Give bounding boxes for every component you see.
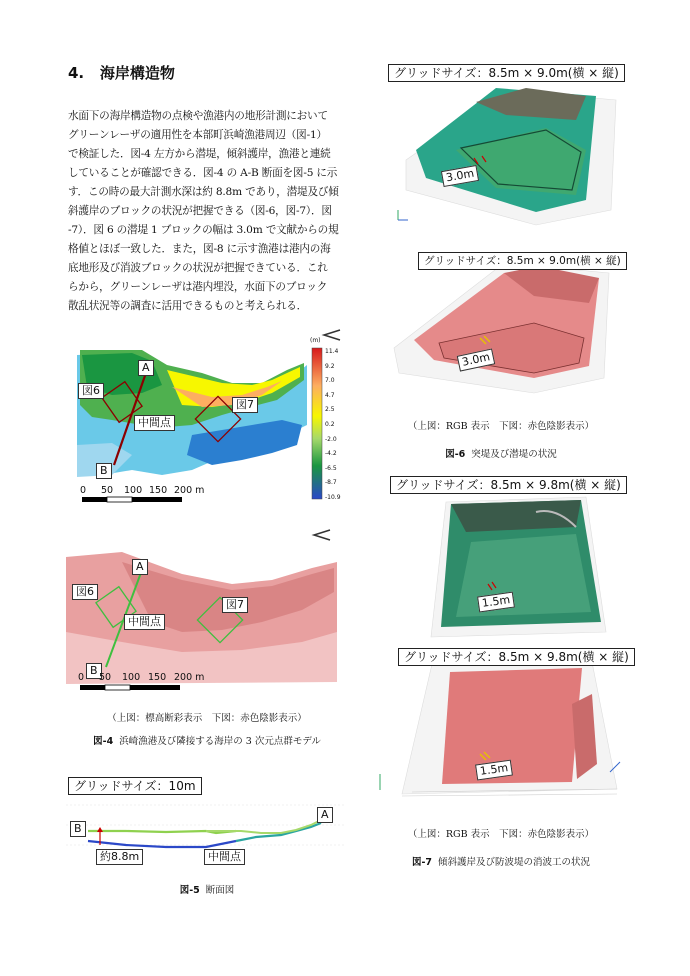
label-a-bottom: A [132,559,148,575]
fig6-bottom-grid-label: グリッドサイズ：8.5m × 9.0m(横 × 縦) [418,252,627,270]
fig4-elevation-map [72,325,352,515]
label-b-top: B [96,463,112,479]
fig7-bottom-width-label: 1.5m [475,760,513,781]
fig7-relief-view [372,644,628,802]
fig7-label-bottom: 図7 [222,597,248,613]
elevation-map-graphic [72,325,352,515]
fig7-subcaption: （上図：RGB 表示 下図：赤色陰影表示） [407,829,595,840]
fig7-rgb-view [386,472,621,642]
legend-tick: -4.2 [325,450,337,458]
fig4-subcaption: （上図：標高断彩表示 下図：赤色陰影表示） [107,713,307,724]
fig6-subcaption: （上図：RGB 表示 下図：赤色陰影表示） [407,421,595,432]
fig7-rgb-graphic [386,472,618,642]
scale-tick: 200 m [174,672,205,683]
north-arrow-icon [314,530,330,540]
legend-tick: 11.4 [325,348,339,355]
scale-tick: 100 [124,485,143,496]
fig5-label-b: B [70,821,86,837]
section-heading [68,62,175,83]
legend-tick: -6.5 [325,464,337,472]
legend-tick: -8.7 [325,479,337,487]
fig6-rgb-graphic [386,60,618,230]
fig5-grid-label: グリッドサイズ：10m [68,777,202,795]
legend-unit: (m) [310,337,321,344]
fig7-caption [384,854,618,868]
legend-tick: 9.2 [325,362,335,370]
north-arrow-icon [324,330,340,340]
legend-ticks [325,345,353,505]
label-a-top: A [138,360,154,376]
legend-tick: 0.2 [325,420,335,428]
legend-tick: 4.7 [325,391,335,399]
fig6-bottom-width-label: 3.0m [457,348,496,371]
fig5-caption [62,882,352,896]
legend-tick: 7.0 [325,377,335,385]
fig5-depth-label: 約8.8m [96,849,143,865]
scale-tick: 0 [78,672,85,683]
fig6-rgb-view [386,60,618,230]
fig7-top-width-label: 1.5m [477,592,515,613]
fig4-caption [62,733,352,747]
fig7-relief-graphic [372,644,628,802]
fig7-top-grid-label: グリッドサイズ：8.5m × 9.8m(横 × 縦) [390,476,627,494]
legend-tick: -2.0 [325,435,337,443]
legend-tick: 2.5 [325,406,335,414]
section-title: 海岸構造物 [99,64,175,82]
scale-tick: 100 [122,672,141,683]
fig4-relief-map [62,522,352,704]
scale-tick: 200 m [174,485,205,496]
scale-tick: 50 [101,485,114,496]
fig7-label: 図-7 [411,857,432,868]
fig4-caption-text: 浜崎漁港及び隣接する海岸の 3 次元点群モデル [119,736,321,747]
fig7-label-top: 図7 [232,397,258,413]
body-paragraph: 水面下の海岸構造物の点検や漁港内の地形計測において グリーンレーザの適用性を本部町浜崎漁港周辺（図-1） で検証した．図-4 左方から潜堤，傾斜護岸，漁港と連続 していることが確認できる．図-4 の A-B 断面を図-5 に示 す．この時の最大計測水深は約 8.8m であり，潜堤及び傾 斜護岸のブロックの状況が把握できる（図-6，図-7）．図 -7）．図 6 の潜堤 1 ブロックの幅は 3.0m で文献からの規 格値とほぼ一致した．また，図-8 に示す漁港は港内の海 底地形及び消波ブロックの状況が把握できている．これ らから，グリーンレーザは港内埋没，水面下のブロック 散乱状況等の調査に活用できるものと考えられる． [68,110,339,312]
fig5-caption-text: 断面図 [205,885,235,896]
fig4-label: 図-4 [93,736,114,747]
legend-tick: -10.9 [325,493,341,501]
fig6-top-width-label: 3.0m [441,165,479,187]
fig6-relief-graphic [384,248,618,398]
elevation-legend-bar [312,348,322,499]
fig5-cross-section [66,775,356,870]
fig7-caption-text: 傾斜護岸及び防波堤の消波工の状況 [438,857,591,868]
mid-point-label-top: 中間点 [134,415,175,431]
fig6-caption-text: 突堤及び潜堤の状況 [471,449,557,460]
mid-point-label-bottom: 中間点 [124,614,165,630]
fig6-label-bottom: 図6 [72,584,98,600]
scale-tick: 150 [148,672,167,683]
fig6-caption [384,446,618,460]
fig6-top-grid-label: グリッドサイズ：8.5m × 9.0m(横 × 縦) [388,64,625,82]
fig5-label-a: A [317,807,333,823]
fig5-mid-label: 中間点 [204,849,245,865]
section-number: 4. [68,64,85,82]
scale-tick: 0 [80,485,87,496]
scale-tick: 50 [99,672,112,683]
fig6-relief-view [384,248,621,398]
label-b-bottom: B [86,663,102,679]
scale-tick: 150 [149,485,168,496]
fig7-bottom-grid-label: グリッドサイズ：8.5m × 9.8m(横 × 縦) [398,648,635,666]
fig5-label: 図-5 [179,885,200,896]
fig6-label-top: 図6 [78,383,104,399]
fig6-label: 図-6 [445,449,466,460]
